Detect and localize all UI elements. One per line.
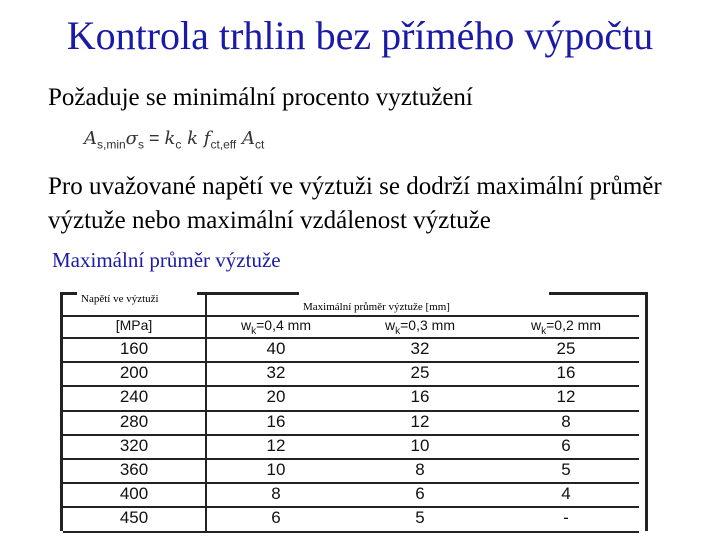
- diameter-value-cell: 25: [556, 339, 576, 358]
- diameter-value-cell: 40: [266, 339, 286, 358]
- diameter-value-cell: 16: [556, 363, 576, 383]
- stress-value-cell: 280: [119, 411, 149, 431]
- formula-k2: k: [181, 128, 204, 149]
- diameter-value-cell: 5: [561, 460, 571, 479]
- diameter-value-cell: 16: [266, 411, 286, 431]
- formula-k-sub: c: [175, 137, 182, 152]
- formula-k: k: [164, 128, 176, 149]
- stress-value-cell: 450: [119, 508, 149, 528]
- diameter-value-cell: 12: [266, 435, 286, 455]
- formula-A: A: [84, 128, 97, 149]
- diameter-value-cell: 8: [561, 411, 571, 431]
- table-hline: [63, 531, 639, 533]
- min-reinforcement-formula: [84, 128, 264, 152]
- stress-value-cell: 360: [119, 460, 149, 479]
- diameter-value-cell: 10: [410, 435, 430, 455]
- crack-width-header: $w_k=0,3$ mm: [385, 317, 455, 337]
- diameter-value-cell: 5: [415, 508, 425, 528]
- diameter-value-cell: 25: [410, 363, 430, 383]
- stress-value-cell: 160: [119, 339, 149, 358]
- max-diameter-table: [60, 292, 648, 531]
- requirement-text: Požaduje se minimální procento vyztužení: [48, 84, 473, 111]
- diameter-value-cell: 6: [271, 508, 281, 528]
- stress-value-cell: 320: [119, 435, 149, 455]
- stress-value-cell: 200: [119, 363, 149, 383]
- stress-value-cell: 400: [119, 484, 149, 504]
- formula-Act: A: [236, 128, 255, 149]
- diameter-value-cell: 6: [561, 435, 571, 455]
- crack-width-header: $w_k=0,2$ mm: [531, 317, 601, 337]
- diameter-value-cell: 8: [415, 460, 425, 479]
- formula-eq: =: [143, 128, 165, 148]
- crack-width-header: $w_k=0,4$ mm: [241, 317, 311, 337]
- diameter-value-cell: 8: [271, 484, 281, 504]
- formula-Act-sub: ct: [254, 137, 265, 152]
- diameter-value-cell: 12: [410, 411, 430, 431]
- diameter-value-cell: 20: [266, 387, 286, 407]
- paragraph-text: Pro uvažované napětí ve výztuži se dodrží maximální průměr výztuže nebo maximální vzdálenost výztuže: [48, 173, 662, 234]
- diameter-group-label: Maximální průměr výztuže [mm]: [303, 301, 450, 313]
- diameter-value-cell: 32: [266, 363, 286, 383]
- formula-sigma: σ: [125, 128, 138, 149]
- diameter-value-cell: 4: [561, 484, 571, 504]
- diameter-value-cell: -: [563, 508, 569, 528]
- stress-value-cell: 240: [119, 387, 149, 407]
- diameter-value-cell: 16: [410, 387, 430, 407]
- formula-f: f: [203, 128, 211, 149]
- diameter-value-cell: 6: [415, 484, 425, 504]
- diameter-value-cell: 32: [410, 339, 430, 358]
- formula-f-sub: ct,eff: [210, 137, 237, 152]
- formula-sigma-sub: s: [137, 137, 144, 152]
- diameter-value-cell: 12: [556, 387, 576, 407]
- slide-title: Kontrola trhlin bez přímého výpočtu: [66, 13, 654, 58]
- diameter-value-cell: 10: [266, 460, 286, 479]
- section-subheading: Maximální průměr výztuže: [52, 248, 281, 272]
- formula-A-sub: s,min: [97, 137, 126, 152]
- unit-header: [MPa]: [115, 317, 153, 333]
- stress-column-label: Napětí ve výztuži: [81, 293, 159, 305]
